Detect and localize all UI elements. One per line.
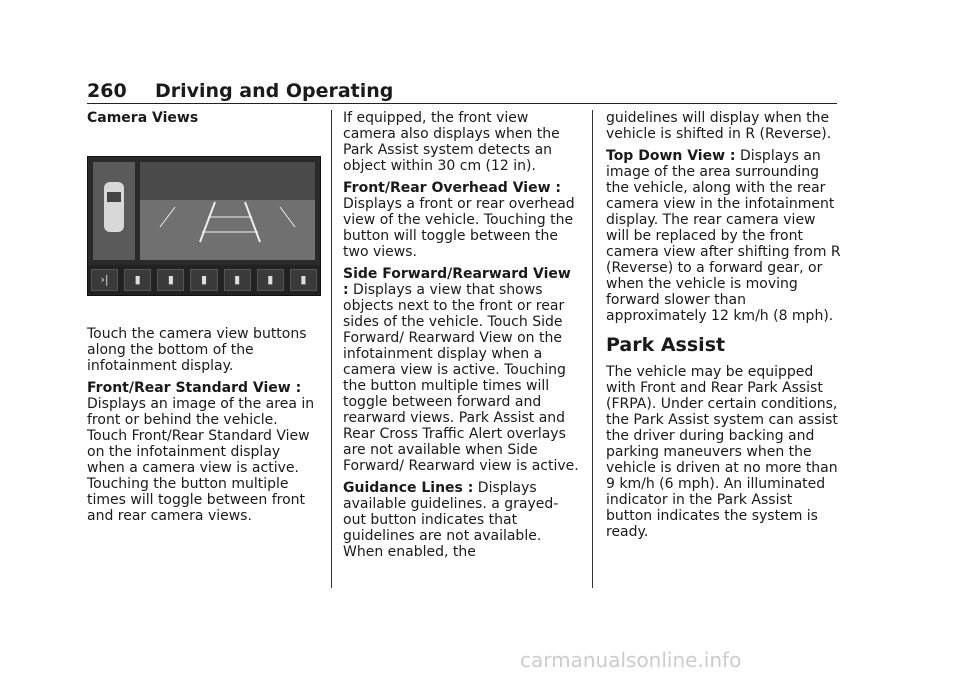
rear-camera-view: [140, 162, 315, 260]
paragraph: [343, 180, 581, 260]
column-1: [87, 110, 319, 530]
camera-button-3: ▮: [157, 269, 184, 291]
page-header: [87, 80, 837, 104]
term-label: Side Forward/Rearward View :: [343, 266, 571, 298]
watermark: carmanualsonline.info: [520, 648, 742, 672]
camera-button-4: ▮: [190, 269, 217, 291]
column-divider: [331, 110, 332, 588]
paragraph: If equipped, the front view camera also displays when the Park Assist system detects an object within 30 cm (12 in).: [343, 110, 560, 174]
camera-button-bar: [88, 265, 320, 295]
term-label: Top Down View :: [606, 148, 736, 164]
header-rule: [87, 103, 837, 104]
top-down-car-view: [93, 162, 135, 260]
camera-button-7: ▮: [290, 269, 317, 291]
paragraph: [606, 148, 842, 324]
section-heading: Park Assist: [606, 334, 726, 356]
term-text: Displays an image of the area in front or behind the vehicle. Touch Front/Rear Standard View on the infotainment display when a camera view is active. Touching the button multiple times will toggle between front and rear camera views.: [87, 396, 315, 524]
camera-button-1: ›|: [91, 269, 118, 291]
paragraph: [343, 266, 581, 474]
term-text: Displays an image of the area surrounding the vehicle, along with the rear camera view in the infotainment display. The rear camera view will be replaced by the front camera view after shifting from R (Reverse) to a forward gear, or when the vehicle is moving forward slower than approximately 12 km/h (8 mph).: [606, 148, 841, 324]
car-icon: [93, 162, 135, 260]
paragraph: [343, 480, 581, 560]
column-3: [606, 110, 842, 546]
term-label: Guidance Lines :: [343, 480, 474, 496]
camera-views-heading: Camera Views: [87, 110, 199, 126]
column-2: [343, 110, 581, 566]
camera-button-5: ▮: [224, 269, 251, 291]
paragraph: Touch the camera view buttons along the bottom of the infotainment display.: [87, 326, 307, 374]
term-label: Front/Rear Standard View :: [87, 380, 302, 396]
column-divider: [592, 110, 593, 588]
paragraph: The vehicle may be equipped with Front and Rear Park Assist (FRPA). Under certain conditions, the Park Assist system can assist the driver during backing and parking maneuvers when the vehicle is driven at no more than 9 km/h (6 mph). An illuminated indicator in the Park Assist button indicates the system is ready.: [606, 364, 838, 540]
paragraph: guidelines will display when the vehicle is shifted in R (Reverse).: [606, 110, 832, 142]
paragraph: [87, 380, 319, 524]
term-text: Displays a view that shows objects next to the front or rear sides of the vehicle. Touch Side Forward/ Rearward View on the infotainment display when a camera view is active. Touching the button multiple times will toggle between forward and rearward views. Park Assist and Rear Cross Traffic Alert overlays are not available when Side Forward/ Rearward view is active.: [343, 282, 579, 474]
page-title: Driving and Operating: [155, 80, 394, 102]
camera-button-6: ▮: [257, 269, 284, 291]
term-label: Front/Rear Overhead View :: [343, 180, 561, 196]
page-number: 260: [87, 80, 127, 102]
guideline-overlay: [140, 162, 315, 260]
term-text: Displays available guidelines. a grayed-out button indicates that guidelines are not available. When enabled, the: [343, 480, 559, 560]
camera-button-2: ▮: [124, 269, 151, 291]
term-text: Displays a front or rear overhead view of the vehicle. Touching the button will toggle between the two views.: [343, 196, 575, 260]
camera-display-image: [87, 156, 321, 296]
